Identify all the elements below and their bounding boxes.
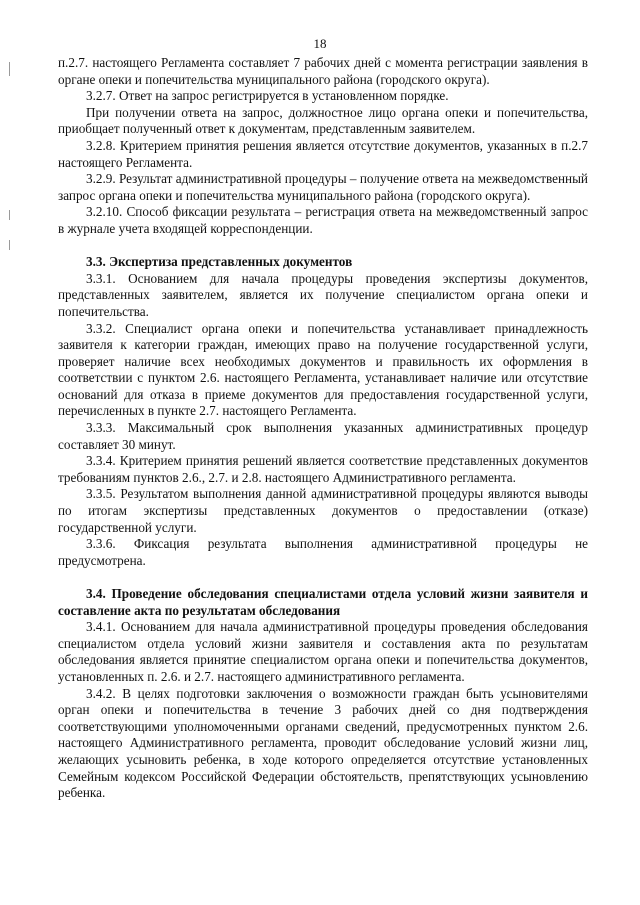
paragraph-3-2-7: 3.2.7. Ответ на запрос регистрируется в установленном порядке. <box>86 88 449 104</box>
paragraph-3-4-2: 3.4.2. В целях подготовки заключения о возможности граждан быть усыновителями орган опеки и попечительства в течение 3 рабочих дней со дня подтверждения соответствующими уполномоченными органами сведений, предусмотренных пунктом 2.6. настоящего Административного регламента, проводит обследование условий жизни лиц, желающих усыновить ребенка, в ходе которого определяется отсутствие установленных Семейным кодексом Российской Федерации обстоятельств, препятствующих усыновлению ребенка. <box>58 685 588 801</box>
paragraph-3-3-2: 3.3.2. Специалист органа опеки и попечительства устанавливает принадлежность заявителя к категории граждан, имеющих право на получение государственной услуги, проверяет наличие всех необходимых документов и правильность их оформления в соответствии с пунктом 2.6. настоящего Регламента, устанавливает наличие или отсутствие оснований для отказа в приеме документов для предоставления государственной услуги, перечисленных в пункте 2.7. настоящего Регламента. <box>58 320 588 419</box>
paragraph-3-3-5: 3.3.5. Результатом выполнения данной административной процедуры являются выводы по итогам экспертизы представленных документов о предоставлении (отказе) государственной услуги. <box>58 486 588 535</box>
document-body <box>58 55 588 802</box>
paragraph-3-3-1: 3.3.1. Основанием для начала процедуры проведения экспертизы документов, представленных заявителем, является их получение специалистом органа опеки и попечительства. <box>58 270 588 319</box>
paragraph-response-received: При получении ответа на запрос, должностное лицо органа опеки и попечительства, приобщает полученный ответ к документам, представленным заявителем. <box>58 104 588 137</box>
paragraph-3-2-10: 3.2.10. Способ фиксации результата – регистрация ответа на межведомственный запрос в журнале учета входящей корреспонденции. <box>58 204 588 236</box>
paragraph-3-2-8: 3.2.8. Критерием принятия решения является отсутствие документов, указанных в п.2.7 настоящего Регламента. <box>58 137 588 170</box>
paragraph-3-4-1: 3.4.1. Основанием для начала административной процедуры проведения обследования специалистом отдела условий жизни заявителя и составления акта по результатам обследования является принятие специалистом органа опеки и попечительства документов, установленных п. 2.6. и 2.7. настоящего административного регламента. <box>58 619 588 684</box>
section-spacer <box>58 569 588 586</box>
section-heading-3-3: 3.3. Экспертиза представленных документов <box>86 254 353 270</box>
page-number: 18 <box>313 36 327 51</box>
paragraph-3-2-9: 3.2.9. Результат административной процедуры – получение ответа на межведомственный запрос органа опеки и попечительства муниципального района (городского округа). <box>58 171 588 203</box>
paragraph-3-3-4: 3.3.4. Критерием принятия решений является соответствие представленных документов требованиям пунктов 2.6., 2.7. и 2.8. настоящего Административного регламента. <box>58 453 588 485</box>
paragraph-continuation: п.2.7. настоящего Регламента составляет 7 рабочих дней с момента регистрации заявления в органе опеки и попечительства муниципального района (городского округа). <box>58 55 588 87</box>
section-spacer <box>58 238 588 255</box>
paragraph-3-3-3: 3.3.3. Максимальный срок выполнения указанных административных процедур составляет 30 минут. <box>58 420 588 452</box>
scan-margin-marks <box>0 0 20 905</box>
section-heading-3-4: 3.4. Проведение обследования специалистами отдела условий жизни заявителя и составление акта по результатам обследования <box>58 586 588 618</box>
paragraph-3-3-6: 3.3.6. Фиксация результата выполнения административной процедуры не предусмотрена. <box>58 536 588 568</box>
